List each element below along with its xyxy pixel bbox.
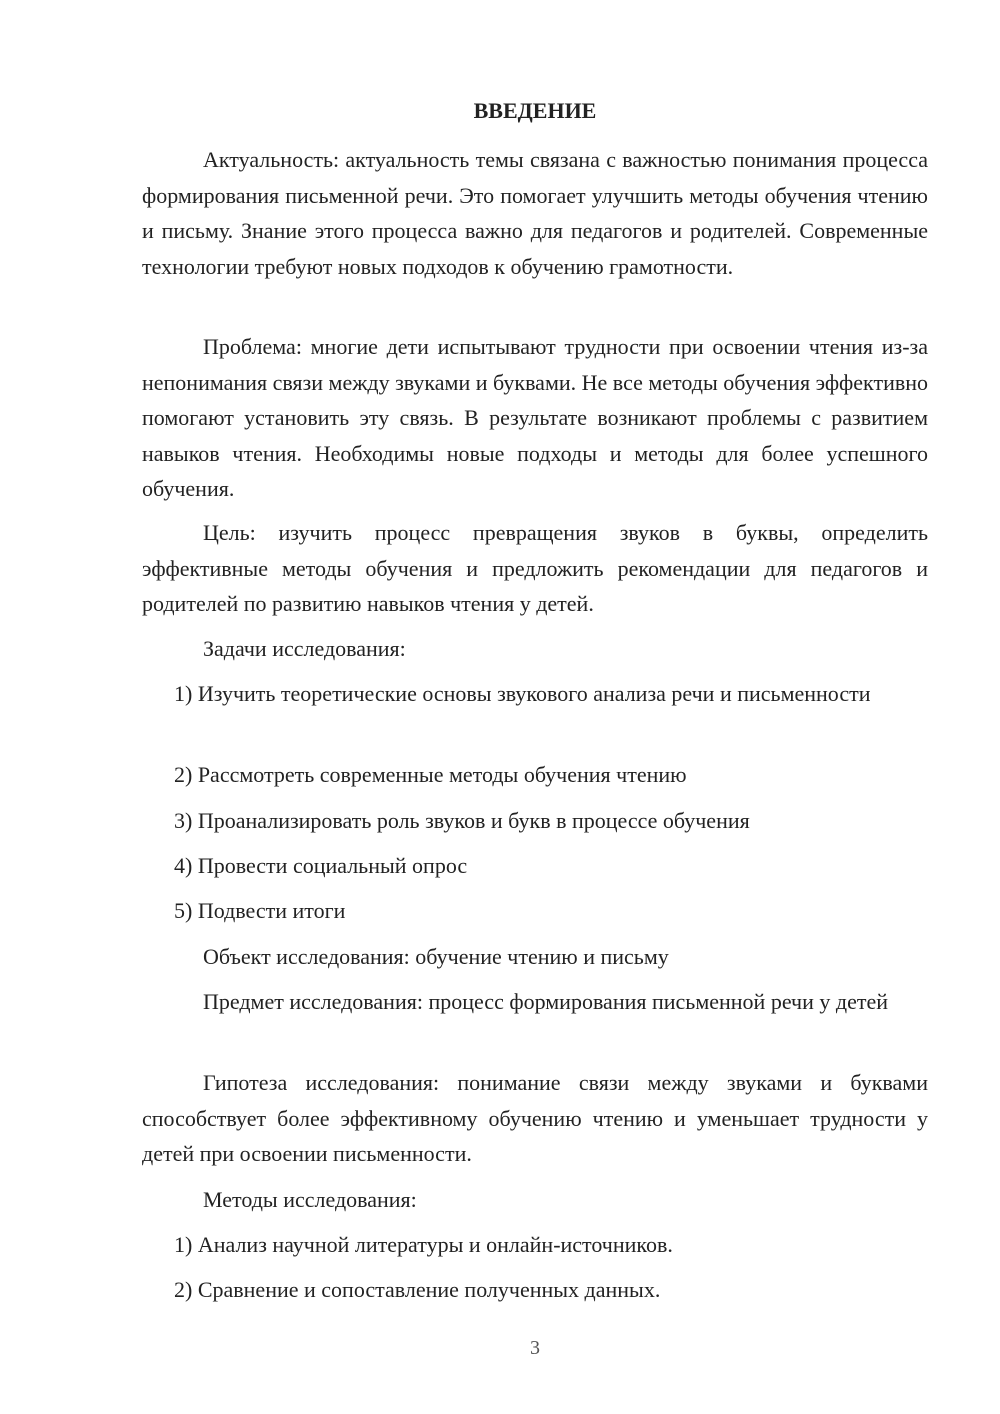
problem-paragraph: Проблема: многие дети испытывают трудности при освоении чтения из-за непонимания связи между звуками и буквами. Не все методы обучения эффективно помогают установить эту связь. В результате возникают проблемы с развитием навыков чтения. Необходимы новые подходы и методы для более успешного обучения.: [142, 334, 928, 501]
object-line: Объект исследования: обучение чтению и письму: [203, 944, 669, 969]
tasks-heading: Задачи исследования:: [203, 636, 406, 661]
task-item: 3) Проанализировать роль звуков и букв в процессе обучения: [174, 808, 750, 833]
method-item: 2) Сравнение и сопоставление полученных данных.: [174, 1277, 661, 1302]
document-page: [142, 0, 928, 1414]
methods-heading: Методы исследования:: [203, 1187, 417, 1212]
relevance-paragraph: Актуальность: актуальность темы связана с важностью понимания процесса формирования письменной речи. Это помогает улучшить методы обучения чтению и письму. Знание этого процесса важно для педагогов и родителей. Современные технологии требуют новых подходов к обучению грамотности.: [142, 147, 928, 279]
page-title: ВВЕДЕНИЕ: [473, 98, 597, 123]
hypothesis-paragraph: Гипотеза исследования: понимание связи между звуками и буквами способствует более эффективному обучению чтению и уменьшает трудности у детей при освоении письменности.: [142, 1070, 928, 1166]
task-item: 5) Подвести итоги: [174, 898, 346, 923]
subject-paragraph: Предмет исследования: процесс формирования письменной речи у детей: [203, 989, 888, 1014]
task-item: 1) Изучить теоретические основы звукового анализа речи и письменности: [174, 681, 871, 706]
task-item: 4) Провести социальный опрос: [174, 853, 468, 878]
page-number: 3: [530, 1337, 540, 1359]
method-item: 1) Анализ научной литературы и онлайн-источников.: [174, 1232, 673, 1257]
goal-paragraph: Цель: изучить процесс превращения звуков в буквы, определить эффективные методы обучения и предложить рекомендации для педагогов и родителей по развитию навыков чтения у детей.: [142, 520, 928, 616]
task-item: 2) Рассмотреть современные методы обучения чтению: [174, 762, 687, 787]
